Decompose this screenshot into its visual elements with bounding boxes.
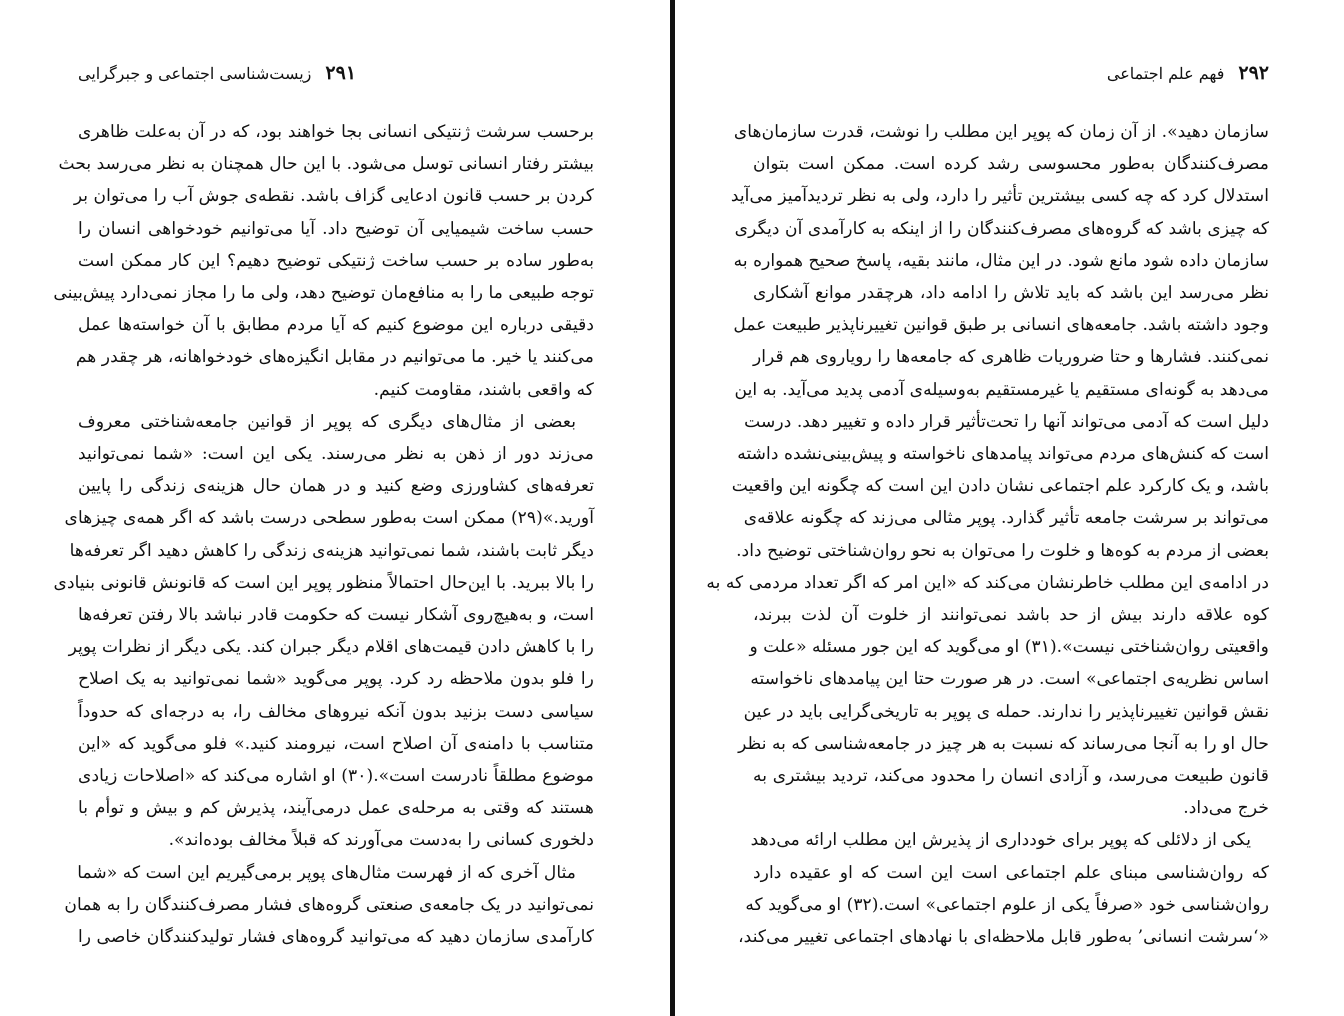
text-line: بعضی از مثال‌های دیگری که پوپر از قوانین جامعه‌شناختی معروف	[78, 411, 576, 432]
left-page-number: ۲۹۱	[325, 62, 357, 84]
text-line: می‌تواند بر سرشت جامعه تأثیر گذارد. پوپر مثالی می‌زند که چگونه علاقه‌ی	[743, 508, 1269, 529]
text-line: است، و به‌هیچ‌روی آشکار نیست که حکومت قادر نباشد بالا رفتن تعرفه‌ها	[78, 605, 594, 626]
text-line: می‌کنند یا خیر. ما می‌توانیم در مقابل انگیزه‌های خودخواهانه، هر چقدر هم	[75, 347, 594, 368]
text-line: دقیقی درباره این موضوع کنیم که آیا مردم مطابق با آن خواسته‌ها عمل	[78, 315, 594, 336]
text-line: باشد، و یک کارکرد علم اجتماعی نشان دادن این است که چگونه این واقعیت	[731, 476, 1269, 497]
right-body-text	[706, 116, 1269, 953]
text-line: متناسب با دامنه‌ی آن اصلاح است، نیرومند کنید.» فلو می‌گوید که «این	[78, 733, 594, 754]
text-line: واقعیتی روان‌شناختی نیست».(۳۱) او می‌گوید که این جور مسئله «علت و	[749, 637, 1269, 658]
right-page	[706, 62, 1269, 953]
text-line: کارآمدی سازمان دهید که می‌توانید گروه‌های فشار تولیدکنندگان خاصی را	[77, 927, 594, 948]
text-line: به‌طور ساده بر حسب ساخت ژنتیکی توضیح دهیم؟ این کار ممکن است	[78, 250, 594, 271]
text-line: دیگر ثابت باشند، شما نمی‌توانید هزینه‌ی زندگی را کاهش دهید اگر تعرفه‌ها	[69, 540, 594, 561]
text-line: در ادامه‌ی این مطلب خاطرنشان می‌کند که «این امر که اگر تعداد مردمی که به	[706, 572, 1269, 593]
text-line: وجود داشته باشد. جامعه‌های انسانی بر طبق قوانین تغییرناپذیر طبیعت عمل	[733, 315, 1269, 336]
text-line: را با کاهش دادن قیمت‌های اقلام دیگر جبران کند. یکی دیگر از نظرات پوپر	[68, 637, 594, 658]
text-line: هستند که وقتی به مرحله‌ی عمل درمی‌آیند، پذیرش کم و بیش و توأم با	[78, 798, 594, 819]
text-line: سازمان دهید». از آن زمان که پوپر این مطلب را نوشت، قدرت سازمان‌های	[733, 122, 1269, 142]
text-line: برحسب سرشت ژنتیکی انسانی بجا خواهند بود، که در آن به‌علت ظاهری	[78, 122, 594, 142]
text-line: موضوع مطلقاً نادرست است».(۳۰) او اشاره می‌کند که «اصلاحات زیادی	[78, 766, 595, 787]
right-running-head	[753, 62, 1269, 92]
text-line: که چیزی باشد که گروه‌های مصرف‌کنندگان را از اینکه به کارآمدی آن دیگری	[734, 218, 1269, 239]
text-line: که روان‌شناسی مبنای علم اجتماعی است این است که او عقیده دارد	[753, 862, 1269, 883]
text-line: است که کنش‌های مردم می‌تواند پیامدهای ناخواسته و پیش‌بینی‌نشده داشته	[737, 444, 1269, 465]
text-line: آورید.»(۲۹) ممکن است به‌طور سطحی درست باشد که اگر همه‌ی چیزهای	[64, 508, 594, 529]
text-line: سازمان داده شود مانع شود. در این مثال، مانند بقیه، پاسخ صحیح همواره به	[733, 250, 1269, 271]
text-line: استدلال کرد که چه کسی بیشترین تأثیر را دارد، ولی به نظر تردیدآمیز می‌آید	[730, 186, 1269, 207]
text-line: که واقعی باشند، مقاومت کنیم.	[373, 379, 594, 400]
left-running-head	[78, 62, 594, 92]
left-page	[53, 62, 595, 953]
text-line: نقش قوانین تغییرناپذیر را ندارند. حمله ی پوپر به تاریخی‌گرایی باید در عین	[743, 701, 1269, 722]
text-line: اساس نظریه‌ی اجتماعی» است. در هر صورت حتا این پیامدهای ناخواسته	[750, 669, 1269, 690]
text-line: نظر می‌رسد این باشد که باید تلاش را ادامه داد، هرچقدر موانع آشکاری	[753, 283, 1269, 304]
text-line: تعرفه‌های کشاورزی وضع کنید و در همان حال هزینه‌ی زندگی را پایین	[78, 476, 594, 497]
text-line: مصرف‌کنندگان به‌طور محسوسی رشد کرده است. ممکن است بتوان	[753, 154, 1269, 175]
right-running-title: فهم علم اجتماعی	[1106, 64, 1225, 83]
text-line: کردن بر حسب قانون ادعایی گزاف باشد. نقطه‌ی جوش آب را می‌توان بر	[73, 186, 594, 207]
text-line: یکی از دلائلی که پوپر برای خودداری از پذیرش این مطلب ارائه می‌دهد	[750, 830, 1251, 851]
spine-divider	[670, 0, 675, 1016]
left-running-title: زیست‌شناسی اجتماعی و جبرگرایی	[78, 64, 312, 83]
text-line: نمی‌کنند. فشارها و حتا ضروریات ظاهری که جامعه‌ها را رویاروی هم قرار	[752, 347, 1269, 368]
text-line: «‘سرشت انسانی’ به‌طور قابل ملاحظه‌ای با نهادهای اجتماعی تغییر می‌کند،	[738, 927, 1269, 948]
text-line: حسب ساخت شیمیایی آن توضیح داد. آیا می‌توانیم خودخواهی انسان را	[78, 218, 594, 239]
text-line: بیشتر رفتار انسانی توسل می‌شود. با این حال همچنان به نظر می‌رسد بحث	[58, 154, 594, 175]
text-line: دلیل است که آدمی می‌تواند آنها را تحت‌تأثیر قرار داده و تغییر دهد. درست	[744, 411, 1269, 432]
text-line: مثال آخری که از فهرست مثال‌های پوپر برمی‌گیریم این است که «شما	[77, 862, 576, 883]
text-line: نمی‌توانید در یک جامعه‌ی صنعتی گروه‌های فشار مصرف‌کنندگان را به همان	[64, 894, 594, 915]
text-line: روان‌شناسی خود «صرفاً یکی از علوم اجتماعی» است.(۳۲) او می‌گوید که	[745, 894, 1269, 915]
left-body-text	[53, 116, 595, 953]
text-line: بعضی از مردم به کوه‌ها و خلوت را می‌توان به نحو روان‌شناختی توضیح داد.	[736, 540, 1269, 561]
text-line: حال او را به آنجا می‌رساند که نسبت به هر چیز در جامعه‌شناسی که به نظر	[738, 733, 1269, 754]
text-line: را بالا ببرید. با این‌حال احتمالاً منظور پوپر این است که قانونش قانونی بنیادی	[53, 572, 594, 593]
text-line: را فلو بدون ملاحظه رد کرد. پوپر می‌گوید «شما نمی‌توانید به یک اصلاح	[78, 669, 594, 690]
text-line: خرج می‌داد.	[1183, 798, 1269, 819]
text-line: دلخوری کسانی را به‌دست می‌آورند که قبلاً مخالف بوده‌اند».	[168, 830, 594, 851]
text-line: قانون طبیعت می‌رسد، و آزادی انسان را محدود می‌کند، تردید بیشتری به	[753, 766, 1269, 787]
text-line: کوه علاقه دارند بیش از حد باشد نمی‌توانند از خلوت آن لذت ببرند،	[753, 605, 1269, 626]
text-line: سیاسی دست بزنید بدون آنکه نیروهای مخالف را، به درجه‌ای که حدوداً	[78, 701, 594, 722]
right-page-number: ۲۹۲	[1238, 62, 1269, 84]
text-line: توجه طبیعی ما را به منافع‌مان توضیح دهد، ولی ما را مجاز نمی‌دارد پیش‌بینی	[53, 283, 594, 304]
text-line: می‌دهد به گونه‌ای مستقیم یا غیرمستقیم به‌وسیله‌ی آدمی پدید می‌آید. به این	[734, 379, 1269, 400]
text-line: می‌زند دور از ذهن به نظر می‌رسند. یکی این است: «شما نمی‌توانید	[78, 444, 594, 465]
